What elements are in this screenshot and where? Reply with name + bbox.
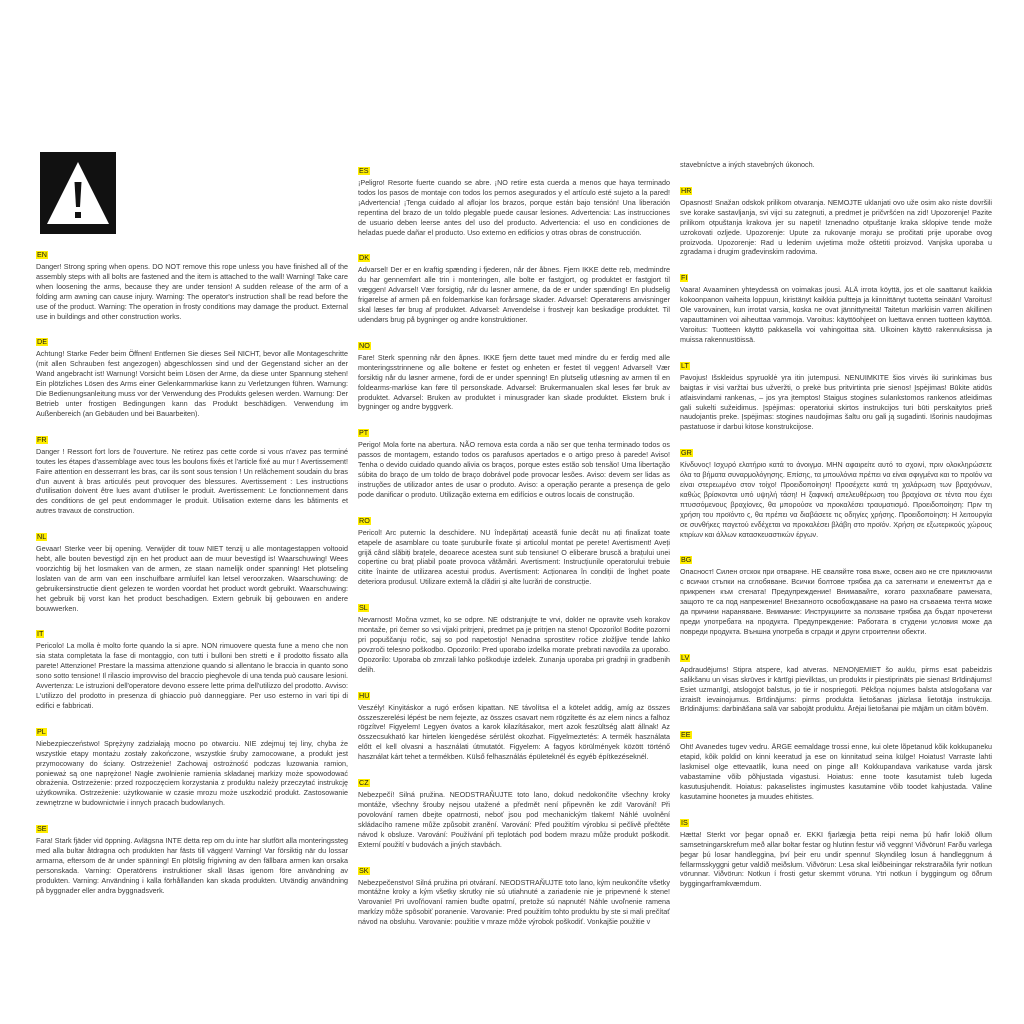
section-pt <box>358 422 670 499</box>
section-no <box>358 335 670 412</box>
section-nl <box>36 526 348 613</box>
warning-text: Advarsel! Der er en kraftig spænding i fjederen, når der åbnes. Fjern IKKE dette reb, medmindre du har gennemført alle trin i monteringen, alle bolte er fastgjort, og produktet er fastgjort til væggen! Advarsel! Vær forsigtig, når du løsner armene, da de er under spænding! En pludselig frigørelse af armen på en foldemarkise kan forårsage skader. Advarsel: Operatørens anvisninger skal læses før brug af produktet. Advarsel: Anvendelse i frostvejr kan beskadige produktet. Til udendørs brug på bygninger og andre konstruktioner. <box>358 265 670 324</box>
language-code: CZ <box>359 778 369 788</box>
language-code: NL <box>37 532 47 542</box>
language-code: IS <box>681 817 688 827</box>
section-dk <box>358 247 670 324</box>
warning-text: Nebezpečenstvo! Silná pružina pri otváraní. NEODSTRAŇUJTE toto lano, kým neukončíte všetky montážne kroky a kým všetky skrutky nie sú utiahnuté a zariadenie nie je pripevnené k stene! Varovanie! Pri uvoľňovaní ramien buďte opatrní, pretože sú napnuté! Náhle uvoľnenie ramena markízy môže spôsobiť poranenie. Varovanie: Pred použitím tohto produktu by ste si mali prečítať návod na obsluhu. Varovanie: použitie v mraze môže výrobok poškodiť. Vonkajšie použitie v <box>358 877 670 927</box>
language-code: DE <box>37 337 47 347</box>
warning-text: Veszély! Kinyitáskor a rugó erősen kipattan. NE távolítsa el a kötelet addig, amíg az összes összeszerelési lépést be nem fejezte, az összes csavart nem rögzítette és az elem nincs a falhoz rögzítve! Figyelem! Legyen óvatos a karok kilazításakor, mert azok feszültség alatt állnak! Az összecsukható kar hirtelen kiengedése sérülést okozhat. Figyelmeztetés: A termék használata előtt el kell olvasni a használati útmutatót. Figyelem: A fagyos körülmények között történő használat kárt tehet a termékben. Külső felhasználás épületeknél és egyéb építkezéseknél. <box>358 702 670 762</box>
warning-text: Danger ! Ressort fort lors de l'ouverture. Ne retirez pas cette corde si vous n'avez pas terminé toutes les étapes d'assemblage avec tous les boulons fixés et l'article fixé au mur ! Avertissement! Faire attention en desserrant les bras, car ils sont sous tension ! Un relâchement soudain du bras d'un auvent à bras articulés peut provoquer des blessures. Avertissement : Les instructions d'utilisation doivent être lues avant d'utiliser le produit. Avertissement: Le fonctionnement dans des conditions de gel peut endommager le produit. Utilisation externe dans les bâtiments et autres travaux de construction. <box>36 446 348 516</box>
warning-text: Nevarnost! Močna vzmet, ko se odpre. NE odstranjujte te vrvi, dokler ne opravite vseh korakov montaže, pri čemer so vsi vijaki pritrjeni, predmet pa je pritrjen na steno! Opozorilo! Bodite pozorni pri popuščanju ročic, saj so pod napetostjo! Nenadna sprostitev ročice zložljive tende lahko povzroči telesno poškodbo. Opozorilo: Pred uporabo izdelka morate prebrati navodila za uporabo. Opozorilo: Uporaba ob zmrzali lahko poškoduje izdelek. Zunanja uporaba pri gradnji in gradbenih delih. <box>358 615 670 674</box>
warning-text: Achtung! Starke Feder beim Öffnen! Entfernen Sie dieses Seil NICHT, bevor alle Montageschritte (mit allen Schrauben fest angezogen) abgeschlossen sind und der Gegenstand sicher an der Wand angebracht ist! Warnung! Vorsicht beim Lösen der Arme, da diese unter Spannung stehen! Ein plötzliches Lösen des Arms einer Gelenkarmmarkise kann zu Verletzungen führen. Warnung: Die Bedienungsanleitung muss vor der Verwendung des Produkts gelesen werden. Warnung: Der Betrieb unter frostigen Bedingungen kann das Produkt beschädigen. Verwendung im Außenbereich (an Gebäuden und bei Bauarbeiten). <box>36 349 348 418</box>
section-de <box>36 331 348 418</box>
language-code: EN <box>37 250 47 259</box>
language-code: BG <box>681 555 692 565</box>
language-code: GR <box>681 448 692 458</box>
warning-text: Fare! Sterk spenning når den åpnes. IKKE fjern dette tauet med mindre du er ferdig med alle monteringsstrinnene og alle boltene er festet og enheten er festet til veggen! Advarsel! Vær forsiktig når du løsner armene, fordi de er under spenning! En plutselig utløsning av armen til en foldearms-markise kan føre til personskade. Advarsel: Brukermanualen skal leses før bruk av produktet. Advarsel: Bruken av produktet i minusgrader kan skade produktet. Ekstern bruk i bygninger og andre byggverk. <box>358 352 670 412</box>
warning-text: Apdraudējums! Stipra atspere, kad atveras. NENOŅEMIET šo auklu, pirms esat pabeidzis salikšanu un visas skrūves ir kārtīgi pievilktas, un produkts ir piestiprināts pie sienas! Brīdinājums! Esiet uzmanīgi, atslogojot balstus, jo tie ir nospriegoti. Pēkšņa nojumes balsta atslogošana var izraisīt ievainojumus. Brīdinājums: pirms produkta lietošanas jāizlasa lietotāja instrukcija. Brīdinājums: darbināšana salā var sabojāt produktu. Ārējai lietošanai pie mājām un citām būvēm. <box>680 664 992 714</box>
section-lt <box>680 355 992 432</box>
language-code: FI <box>681 273 688 283</box>
section-en <box>36 244 348 321</box>
language-code: EE <box>681 730 691 740</box>
section-fr <box>36 429 348 516</box>
warning-text: Κίνδυνος! Ισχυρό ελατήριο κατά το άνοιγμα. ΜΗΝ αφαιρείτε αυτό το σχοινί, πριν ολοκληρώσετε όλα τα βήματα συναρμολόγησης. Επίσης, τα μπουλόνια πρέπει να είναι σφιγμένα και το προϊόν να είναι στερεωμένο στον τοίχο! Προειδοποίηση! Προσέχετε κατά τη χαλάρωση των βραχιόνων, καθώς βρίσκονται υπό υψηλή τάση! Η ξαφνική απελευθέρωση του βραχίονα σε τέντα που έχει πτυσσόμενους βραχίονες, θα μπορούσε να προκαλέσει τραυματισμό. Προειδοποίηση: Πριν τη χρήση του προϊόντο ς, θα πρέπει να διαβάσετε τις οδηγίες χρήσης. Προειδοποίηση: Η λειτουργία σε συνθήκες παγετού ενδέχεται να προκαλέσει βλάβη στο προϊόν. Χρήση σε εξωτερικούς χώρους κτιρίων και άλλων κατασκευαστικών έργων. <box>680 460 992 539</box>
language-code: SK <box>359 865 369 875</box>
section-se <box>36 818 348 895</box>
language-code: DK <box>359 253 369 263</box>
column-3 <box>680 160 992 899</box>
column-1 <box>36 244 348 906</box>
warning-text: Опасност! Силен отскок при отваряне. НЕ сваляйте това въже, освен ако не сте приключили с всички стъпки на сглобяване. Всички болтове трябва да са затегнати и елементът да е прикрепен към стената! Предупреждение! Внимавайте, когато разхлабвате рамената, защото те са под напрежение! Внезапното освобождаване на рамо на сгъваема тента може да причини нараняване. Внимание: Инструкциите за ползване трябва да бъдат прочетени преди употребата на продукта. Предупреждение: Работата в студени условия може да повреди продукта. Външна употреба в сгради и други строителни обекти. <box>680 567 992 636</box>
section-lv <box>680 647 992 715</box>
language-code: SL <box>359 603 368 613</box>
section-pl <box>36 721 348 808</box>
warning-text: Hætta! Sterkt vor þegar opnað er. EKKI fjarlægja þetta reipi nema þú hafir lokið öllum samsetningarskrefum með allar boltar festar og hlutinn festur við veggnn! Viðvörun! Farðu varlega þegar þú losar handleggina, því þeir eru undir spennu! Skyndileg losun á handleggnum á fellarmsskyggni getur valdið meiðslum. Viðvörun: Lesa skal leiðbeiningar rekstraraðila fyrir notkun vörunnar. Viðvörun: Notkun í frosti getur skemmt vöruna. Ytri notkun í byggingum og öðrum byggingarframkvæmdum. <box>680 829 992 889</box>
warning-text: Pavojus! Išskleidus spyruoklė yra itin jutempusi. NENUIMKITE šios virvės iki surinkimas bus baigtas ir visi varžtai bus užveržti, o prekė bus pritvirtinta prie sienos! Įspėjimas! Būkite atidūs atlaisvindami rankenas, – jos yra įtemptos! Staigus stogines sulankstomos rankenos atleidimas gali sukelti sužeidimus. Įspėjimas: operatoriui skirtos instrukcijos turi būti perskaitytos prieš naudojantis preke. Įspėjimas: stogines naudojimas šaltu oru gali ją sugadinti. Išorinis naudojimas pastatuose ir darbui kitose konstrukcijose. <box>680 372 992 432</box>
section-bg <box>680 549 992 636</box>
warning-text: Fara! Stark fjäder vid öppning. Avlägsna INTE detta rep om du inte har slutfört alla monteringssteg med alla bultar åtdragna och produkten har fästs till väggen! Varning! Var försiktig när du lossar armarna, eftersom de är under spänning! En plötslig frigivning av den fällbara armen kan orsaka personskada. Varning: Operatörens instruktioner skall läsas igenom före användning av produkten. Varning: Användning i kalla förhållanden kan skada produkten. Utvändig användning på byggnader eller andra byggnadsverk. <box>36 836 348 895</box>
section-sl <box>358 597 670 674</box>
warning-text: Oht! Avanedes tugev vedru. ÄRGE eemaldage trossi enne, kui olete lõpetanud kõik kokkupaneku etapid, kõik poldid on kinni keeratud ja ese on kinnitatud seina külge! Hoiatus! Varraste lahti laskmisel olge ettevaatlik, kuna need on pinge all! Kokkupandava varikatuse varda järsk vabastamine võib põhjustada vigastusi. Hoiatus: enne toote kasutamist tuleb lugeda kasutusjuhendit. Hoiatus: pakaselistes ingimustes kasutamine võib toodet kahjustada. Väline kasutamine hoonetes ja muudes ehitistes. <box>680 742 992 801</box>
language-code: RO <box>359 515 370 525</box>
section-hu <box>358 685 670 762</box>
section-hr <box>680 180 992 257</box>
language-code: NO <box>359 340 370 350</box>
language-code: FR <box>37 434 47 444</box>
warning-text: Niebezpieczeństwo! Sprężyny zadziałają mocno po otwarciu. NIE zdejmuj tej liny, chyba że wszystkie etapy montażu zostały zakończone, wszystkie śruby zamocowane, a produkt jest przymocowany do ściany. Ostrzeżenie! Zachowaj ostrożność podczas luzowania ramion, ponieważ są one naprężone! Nagłe zwolnienie ramienia składanej markizy może spowodować obrażenia. Ostrzeżenie: przed rozpoczęciem korzystania z produktu należy przeczytać instrukcję użytkownika. Ostrzeżenie: użytkowanie w czasie mrozu może uszkodzić produkt. Zastosowanie zewnętrzne w budownictwie i innych pracach budowlanych. <box>36 738 348 808</box>
warning-text: Pericolo! La molla è molto forte quando la si apre. NON rimuovere questa fune a meno che non sia stata completata la fase di montaggio, con tutti i bulloni ben stretti e il prodotto fissato alla parete! Attenzione! Prestare la massima attenzione quando si allentano le braccia in quanto sono sono sotto tensione! Il rilascio improvviso del braccio pieghevole di una tenda può causare lesioni. Avvertenza: Le istruzioni dell'operatore devono essere lette prima dell'utilizzo del prodotto. Avviso: L'utilizzo del prodotto in presenza di ghiaccio può danneggiare. Per uso esterno in vari tipi di edifici e fabbricati. <box>36 641 348 710</box>
section-sk <box>358 860 670 928</box>
warning-text: Vaara! Avaaminen yhteydessä on voimakas jousi. ÄLÄ irrota köyttä, jos et ole saattanut kaikkia kokoonpanon vaiheita loppuun, kiristänyt kaikkia pultteja ja kiinnittänyt tuotetta seinään! Varoitus! Ole varovainen, kun irrotat varsia, koska ne ovat jännittyneitä! Taitetun markiisin varren äkillinen vapauttaminen voi aiheuttaa vammoja. Varoitus: käyttöohjeet on luettava ennen tuotteen käyttöä. Varoitus: Tuotteen käyttö pakkasella voi vahingoittaa sitä. Ulkoinen käyttö rakennuksissa ja muissa rakennustöissä. <box>680 285 992 344</box>
language-code: SE <box>37 824 47 834</box>
warning-text: Opasnost! Snažan odskok prilikom otvaranja. NEMOJTE uklanjati ovo uže osim ako niste dovršili sve korake sastavljanja, svi vijci su zategnuti, a predmet je pričvršćen na zid! Upozorenje! Pazite prilikom otpuštanja krakova jer su napeti! Iznenadno otpuštanje kraka sklopive tende može uzrokovati ozljede. Upozorenje: Upute za rukovanje moraju se pročitati prije uporabe ovog proizvoda. Upozorenje: Rad u ledenim uvjetima može oštetiti proizvod. Vanjska uporaba u zgradama i drugim građevinskim radovima. <box>680 197 992 257</box>
section-gr <box>680 442 992 539</box>
language-code: PT <box>359 428 369 438</box>
warning-text: Pericol! Arc puternic la deschidere. NU îndepărtați această funie decât nu ați finalizat toate etapele de asamblare cu toate șuruburile fixate și articolul montat pe perete! Avertisment! Aveți grijă când slăbiți brațele, deoarece acestea sunt sub tensiune! O eliberare bruscă a brațului unei copertine cu braț pliabil poate provoca vătămări. Avertisment: Instrucțiunile operatorului trebuie citite înainte de utilizarea acestui produs. Avertisment: Acționarea în condiții de înghet poate deteriora produsul. Utilizare externă la clădiri și alte lucrări de construcție. <box>358 527 670 587</box>
language-code: IT <box>37 629 44 639</box>
section-cz <box>358 772 670 849</box>
language-code: ES <box>359 166 369 175</box>
continued-text-sk: stavebníctve a iných stavebných úkonoch. <box>680 160 815 169</box>
section-ro <box>358 510 670 587</box>
warning-text: Perigo! Mola forte na abertura. NÃO remova esta corda a não ser que tenha terminado todos os passos de montagem, estando todos os parafusos apertados e o artigo preso à parede! Aviso! Tenha o devido cuidado quando alivia os braços, porque estes estão sob tensão! Uma libertação súbita do braço de um toldo de braço dobrável pode provocar lesões. Aviso: devem ser lidas as instruções de utilizador antes de usar o produto. Aviso: a operação perante a presença de gelo pode danificar o produto. Utilização externa em edifícios e outros locais de construção. <box>358 440 670 499</box>
section-ee <box>680 724 992 801</box>
section-fi <box>680 267 992 344</box>
language-code: LV <box>681 652 690 662</box>
section-it <box>36 623 348 710</box>
language-code: HU <box>359 690 370 700</box>
warning-text: Danger! Strong spring when opens. DO NOT remove this rope unless you have finished all of the assembly steps with all bolts are fastened and the item is attached to the wall! Warning! Take care when loosening the arms, because they are under tension! A sudden release of the arm of a folding arm awning can cause injury. Warning: The operator's instruction shall be read before the use of the product. Warning: The operation in frosty conditions may damage the product. External use in buildings and other construction works. <box>36 262 348 321</box>
language-code: PL <box>37 726 46 736</box>
language-code: LT <box>681 360 689 370</box>
warning-text: Nebezpečí! Silná pružina. NEODSTRAŇUJTE toto lano, dokud nedokončíte všechny kroky montáže, všechny šrouby nejsou utažené a předmět není připevněn ke zdi! Varování! Při povolování ramen dbejte opatrnosti, neboť jsou pod mechanickým tlakem! Náhlé uvolnění skládacího ramene může způsobit zranění. Varování: Před použitím výrobku si pečlivě přečtěte návod k obsluze. Varování: Používání při teplotách pod bodem mrazu může produkt poškodit. Externí použití v budovách a jiných stavbách. <box>358 790 670 849</box>
column-2 <box>358 160 670 937</box>
section-is <box>680 812 992 889</box>
language-code: HR <box>681 185 692 195</box>
section-es <box>358 160 670 237</box>
warning-triangle-icon <box>40 152 116 234</box>
warning-text: Gevaar! Sterke veer bij opening. Verwijder dit touw NIET tenzij u alle montagestappen voltooid hebt, alle bouten bevestigd zijn en het product aan de muur bevestigd is! Waarschuwing! Wees voorzichtig bij het losmaken van de armen, ze staan namelijk onder spanning! Het plotseling loslaten van de arm van een inschuifbare armluifel kan letsel veroorzaken. Waarschuwing: de gebruikersinstructie dient gelezen te worden voordat het product wordt gebruikt. Waarschuwing: het gebruik bij vorst kan het product beschadigen. Extern gebruik bij gebouwen en andere bouwwerken. <box>36 544 348 613</box>
warning-text: ¡Peligro! Resorte fuerte cuando se abre. ¡NO retire esta cuerda a menos que haya terminado todos los pasos de montaje con todos los pernos asegurados y el artículo esté sujeto a la pared! ¡Advertencia! ¡Tenga cuidado al aflojar los brazos, porque están bajo tensión! Una liberación repentina del brazo de un toldo plegable puede causar lesiones. Advertencia: Las instrucciones de usuario deben leerse antes del uso del producto. Advertencia: el uso en condiciones de heladas puede dañar el producto. Uso externo en edificios y otras obras de construcción. <box>358 178 670 237</box>
